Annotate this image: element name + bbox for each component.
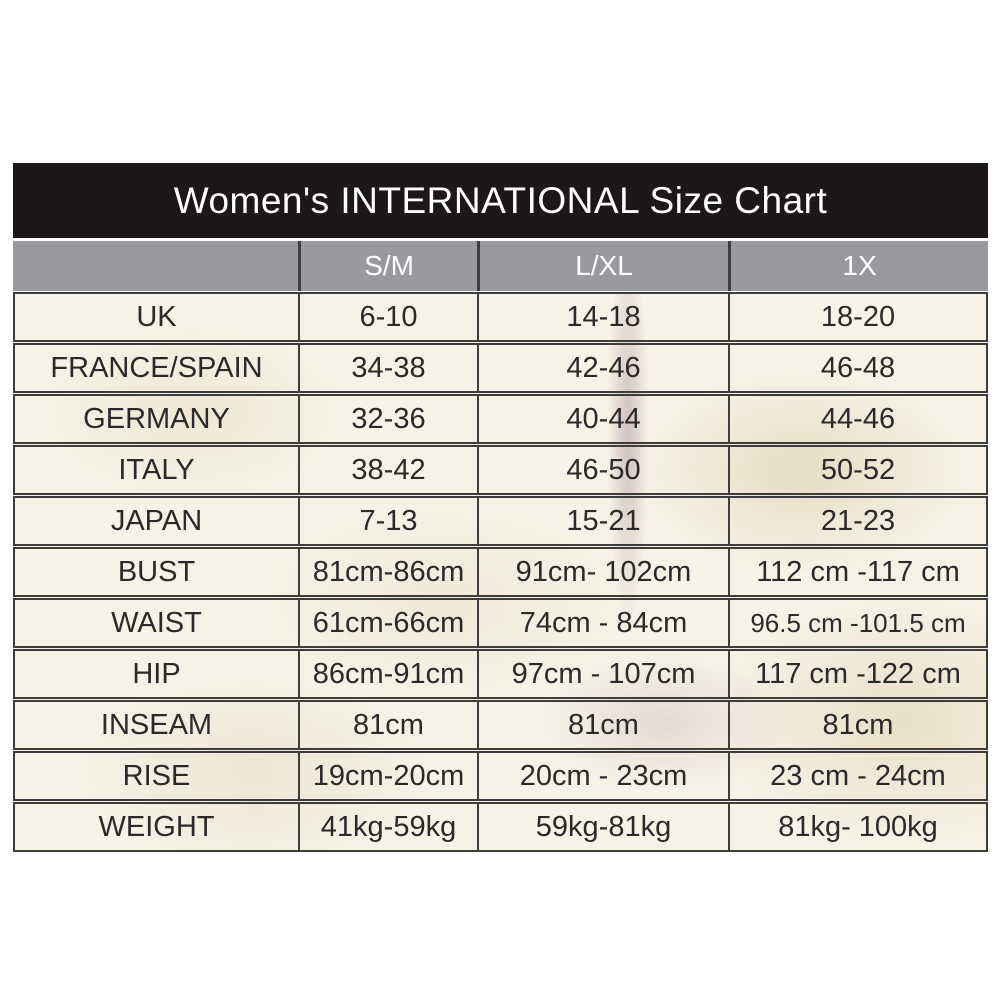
column-header-lxl: L/XL: [477, 241, 728, 291]
table-row-inseam: [13, 700, 988, 750]
row-label: INSEAM: [100, 708, 213, 741]
row-label: HIP: [132, 657, 181, 690]
size-cell: 46-50: [477, 447, 728, 493]
table-row-japan: [13, 496, 988, 546]
column-header-row: [13, 241, 988, 291]
size-cell: 97cm - 107cm: [477, 651, 728, 697]
size-cell: 21-23: [728, 498, 986, 544]
row-label: JAPAN: [110, 504, 203, 537]
size-cell: 91cm- 102cm: [477, 549, 728, 595]
size-cell: 74cm - 84cm: [477, 600, 728, 646]
size-cell: 38-42: [298, 447, 477, 493]
chart-title-bar: [13, 163, 988, 238]
size-cell: 40-44: [477, 396, 728, 442]
row-label: BUST: [117, 555, 196, 588]
size-cell: 96.5 cm -101.5 cm: [728, 600, 986, 646]
row-label: ITALY: [118, 453, 195, 486]
column-header-1x: 1X: [728, 241, 988, 291]
table-row-hip: [13, 649, 988, 699]
size-cell: 50-52: [728, 447, 986, 493]
size-cell: 34-38: [298, 345, 477, 391]
size-cell: 15-21: [477, 498, 728, 544]
table-row-waist: [13, 598, 988, 648]
size-cell: 41kg-59kg: [298, 804, 477, 850]
size-cell: 46-48: [728, 345, 986, 391]
size-cell: 86cm-91cm: [298, 651, 477, 697]
size-cell: 59kg-81kg: [477, 804, 728, 850]
size-cell: 14-18: [477, 294, 728, 340]
table-row-italy: [13, 445, 988, 495]
size-cell: 81cm: [298, 702, 477, 748]
size-cell: 81cm: [477, 702, 728, 748]
size-cell: 61cm-66cm: [298, 600, 477, 646]
size-cell: 6-10: [298, 294, 477, 340]
size-cell: 117 cm -122 cm: [728, 651, 986, 697]
row-label: RISE: [122, 759, 191, 792]
table-row-bust: [13, 547, 988, 597]
table-row-france-spain: [13, 343, 988, 393]
size-cell: 32-36: [298, 396, 477, 442]
size-cell: 19cm-20cm: [298, 753, 477, 799]
size-cell: 20cm - 23cm: [477, 753, 728, 799]
size-cell: 7-13: [298, 498, 477, 544]
row-label: FRANCE/SPAIN: [50, 351, 263, 384]
size-cell: 23 cm - 24cm: [728, 753, 986, 799]
column-header-sm: S/M: [298, 241, 477, 291]
table-body: [13, 292, 988, 852]
row-label: WAIST: [111, 606, 202, 639]
row-label: GERMANY: [83, 402, 230, 435]
chart-title: Women's INTERNATIONAL Size Chart: [173, 179, 828, 221]
size-cell: 81cm-86cm: [298, 549, 477, 595]
table-row-rise: [13, 751, 988, 801]
size-cell: 18-20: [728, 294, 986, 340]
row-label: UK: [136, 300, 177, 333]
table-row-weight: [13, 802, 988, 852]
size-cell: 44-46: [728, 396, 986, 442]
size-cell: 112 cm -117 cm: [728, 549, 986, 595]
column-header-blank: [13, 241, 298, 291]
table-row-germany: [13, 394, 988, 444]
size-chart-table: [13, 163, 988, 852]
size-cell: 42-46: [477, 345, 728, 391]
row-label: WEIGHT: [98, 810, 215, 843]
size-cell: 81cm: [728, 702, 986, 748]
table-row-uk: [13, 292, 988, 342]
size-cell: 81kg- 100kg: [728, 804, 986, 850]
